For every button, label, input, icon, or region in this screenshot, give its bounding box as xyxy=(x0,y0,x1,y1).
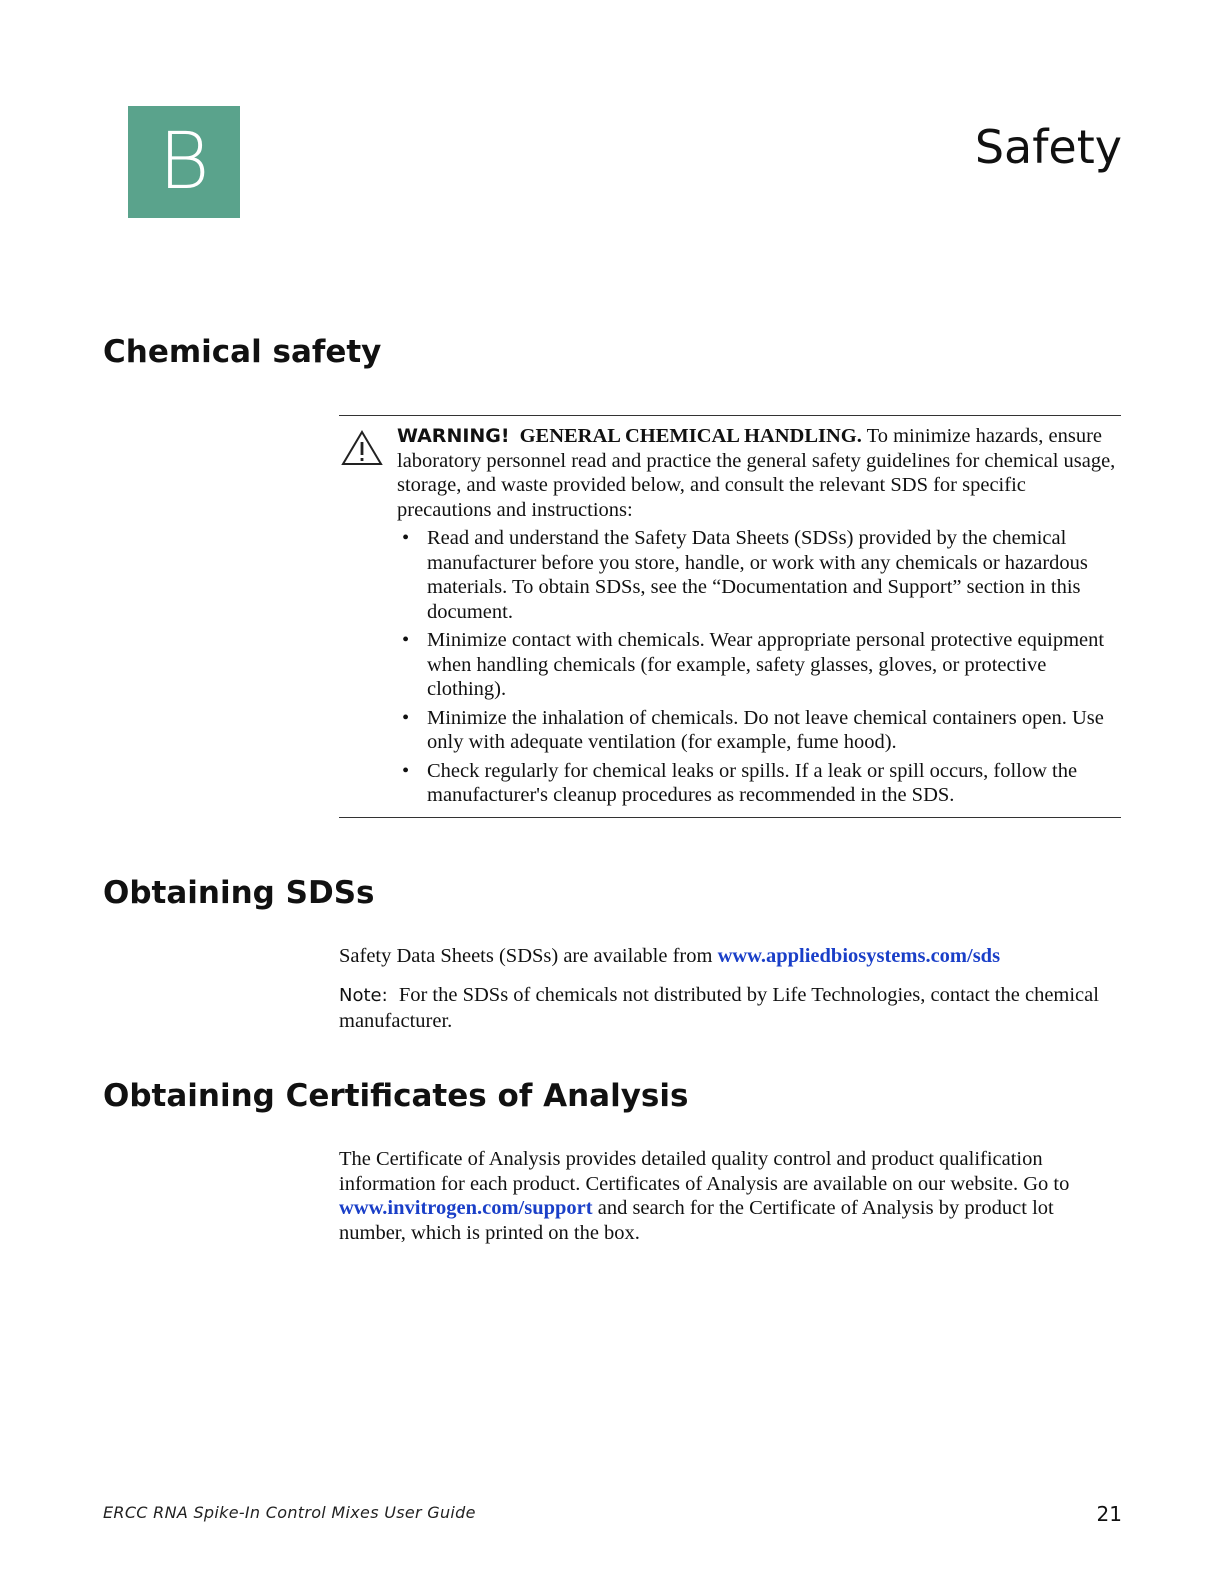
chapter-letter-badge xyxy=(128,106,240,218)
support-link[interactable]: www.invitrogen.com/support xyxy=(339,1197,593,1219)
list-item: • Read and understand the Safety Data Sheets (SDSs) provided by the chemical manufacturer before you store, handle, or work with any chemicals or hazardous materials. To obtain SDSs, see the “Documentation and Support” section in this document. xyxy=(402,527,1088,623)
heading-chemical-safety: Chemical safety xyxy=(103,334,382,370)
list-item: • Minimize the inhalation of chemicals. Do not leave chemical containers open. Use only with adequate ventilation (for example, fume hood). xyxy=(402,706,1104,753)
note-text: For the SDSs of chemicals not distributed by Life Technologies, contact the chemical manufacturer. xyxy=(339,984,1099,1032)
warning-title: GENERAL CHEMICAL HANDLING. xyxy=(519,425,862,447)
warning-intro xyxy=(397,424,1121,522)
page-number: 21 xyxy=(1096,1502,1122,1526)
footer-guide-title: ERCC RNA Spike-In Control Mixes User Guide xyxy=(103,1503,476,1522)
warning-bullet-list xyxy=(397,526,1121,808)
list-item: • Minimize contact with chemicals. Wear appropriate personal protective equipment when handling chemicals (for example, safety glasses, gloves, or protective clothing). xyxy=(402,629,1105,700)
warning-triangle-icon xyxy=(341,430,383,466)
note-label: Note: xyxy=(339,985,388,1006)
certificates-paragraph: The Certificate of Analysis provides detailed quality control and product qualification information for each product. Certificates of Analysis are available on our website. Go to www.invitrogen.com/support and search for the Certificate of Analysis by product lot number, which is printed on the box. xyxy=(339,1148,1070,1244)
heading-certificates: Obtaining Certificates of Analysis xyxy=(103,1078,689,1114)
sds-paragraph: Safety Data Sheets (SDSs) are available from www.appliedbiosystems.com/sds xyxy=(339,945,1001,967)
warning-box xyxy=(339,415,1121,818)
sds-note xyxy=(339,983,1129,1033)
heading-obtaining-sdss: Obtaining SDSs xyxy=(103,875,375,911)
chapter-letter: B xyxy=(158,117,210,207)
warning-label: WARNING! xyxy=(397,425,510,447)
warning-intro-text: To minimize hazards, ensure laboratory personnel read and practice the general safety guidelines for chemical usage, storage, and waste provided below, and consult the relevant SDS for specific precautions and instructions: xyxy=(397,425,1116,521)
chapter-title: Safety xyxy=(974,120,1122,174)
list-item: • Check regularly for chemical leaks or spills. If a leak or spill occurs, follow the manufacturer's cleanup procedures as recommended in the SDS. xyxy=(402,759,1078,806)
sds-link[interactable]: www.appliedbiosystems.com/sds xyxy=(717,945,1001,967)
